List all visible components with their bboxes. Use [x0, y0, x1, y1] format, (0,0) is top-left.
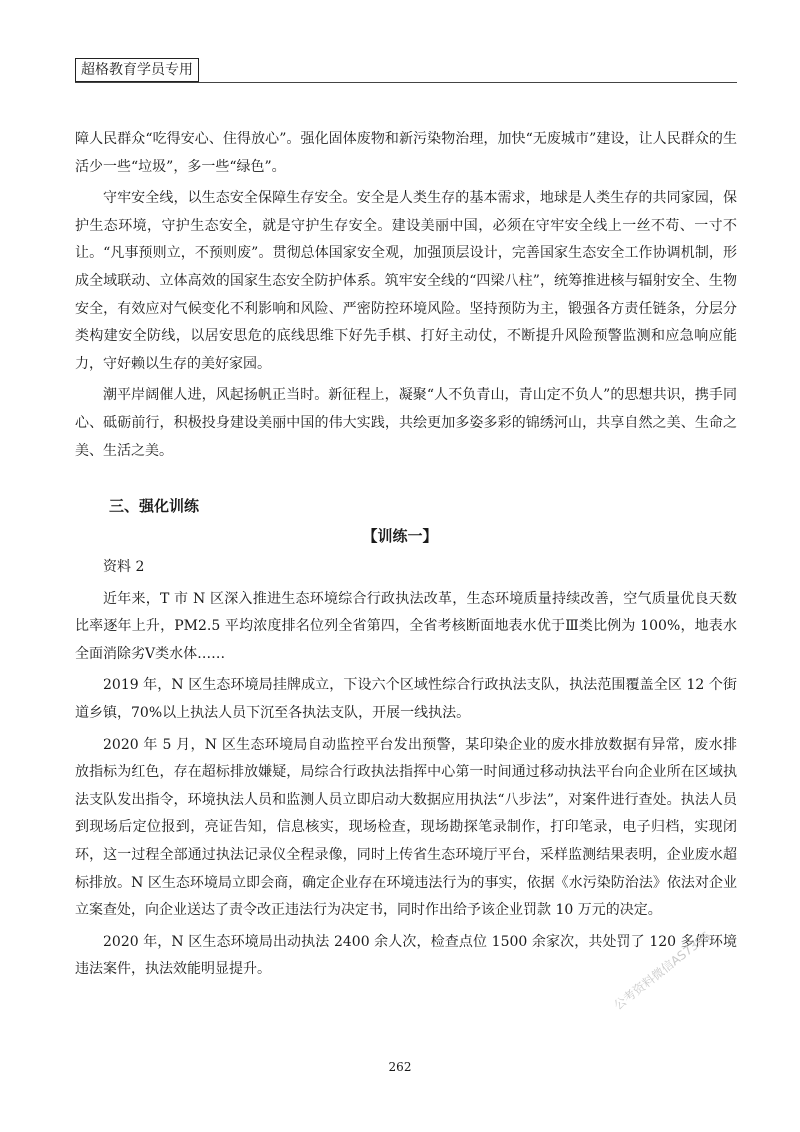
material-paragraph-1: 近年来，T 市 N 区深入推进生态环境综合行政执法改革，生态环境质量持续改善，空气质量优良天数比率逐年上升，PM2.5 平均浓度排名位列全省第四，全省考核断面地表水优于Ⅲ类比例为 100%，地表水全面消除劣Ⅴ类水体…… — [75, 590, 737, 662]
material-paragraph-4: 2020 年，N 区生态环境局出动执法 2400 余人次，检查点位 1500 余家次，共处罚了 120 多件环境违法案件，执法效能明显提升。 — [75, 933, 737, 978]
material-paragraph-3: 2020 年 5 月，N 区生态环境局自动监控平台发出预警，某印染企业的废水排放数据有异常，废水排放指标为红色，存在超标排放嫌疑，局综合行政执法指挥中心第一时间通过移动执法平台向企业所在区域执法支队发出指令，环境执法人员和监测人员立即启动大数据应用执法“八步法”，对案件进行查处。执法人员到现场后定位报到，亮证告知，信息核实，现场检查，现场勘探笔录制作，打印笔录，电子归档，实现闭环，这一过程全部通过执法记录仪全程录像，同时上传省生态环境厅平台，采样监测结果表明，企业废水超标排放。N 区生态环境局立即会商，确定企业存在环境违法行为的事实，依据《水污染防治法》依法对企业立案查处，向企业送达了责令改正违法行为决定书，同时作出给予该企业罚款 10 万元的决定。 — [75, 736, 737, 919]
header-divider — [75, 82, 737, 83]
header-label: 超格教育学员专用 — [75, 58, 199, 82]
section1-paragraph-1: 障人民群众“吃得安心、住得放心”。强化固体废物和新污染物治理，加快“无废城市”建设，让人民群众的生活少一些“垃圾”，多一些“绿色”。 — [75, 131, 737, 175]
training-heading: 【训练一】 — [362, 527, 438, 545]
material-paragraph-2: 2019 年，N 区生态环境局挂牌成立，下设六个区域性综合行政执法支队，执法范围覆盖全区 12 个街道乡镇，70%以上执法人员下沉至各执法支队，开展一线执法。 — [75, 677, 737, 721]
section-heading: 三、强化训练 — [109, 497, 200, 515]
section1-body — [75, 126, 737, 469]
section1-paragraph-3: 潮平岸阔催人进，风起扬帆正当时。新征程上，凝聚“人不负青山，青山定不负人”的思想共识，携手同心、砥砺前行，积极投身建设美丽中国的伟大实践，共绘更加多姿多彩的锦绣河山，共享自然之美、生命之美、生活之美。 — [75, 387, 737, 459]
material-body — [75, 554, 737, 988]
page-number: 262 — [388, 1060, 412, 1074]
section1-paragraph-2: 守牢安全线，以生态安全保障生存安全。安全是人类生存的基本需求，地球是人类生存的共同家园，保护生态环境，守护生态安全，就是守护生存安全。建设美丽中国，必须在守牢安全线上一丝不苟、一寸不让。“凡事预则立，不预则废”。贯彻总体国家安全观，加强顶层设计，完善国家生态安全工作协调机制，形成全域联动、立体高效的国家生态安全防护体系。筑牢安全线的“四梁八柱”，统筹推进核与辐射安全、生物安全，有效应对气候变化不利影响和风险、严密防控环境风险。坚持预防为主，锻强各方责任链条，分层分类构建安全防线，以居安思危的底线思维下好先手棋、打好主动仗，不断提升风险预警监测和应急响应能力，守好赖以生存的美好家园。 — [75, 190, 737, 372]
material-label: 资料 2 — [103, 559, 145, 575]
watermark: 公考资料微信AS7396 — [611, 928, 714, 1013]
